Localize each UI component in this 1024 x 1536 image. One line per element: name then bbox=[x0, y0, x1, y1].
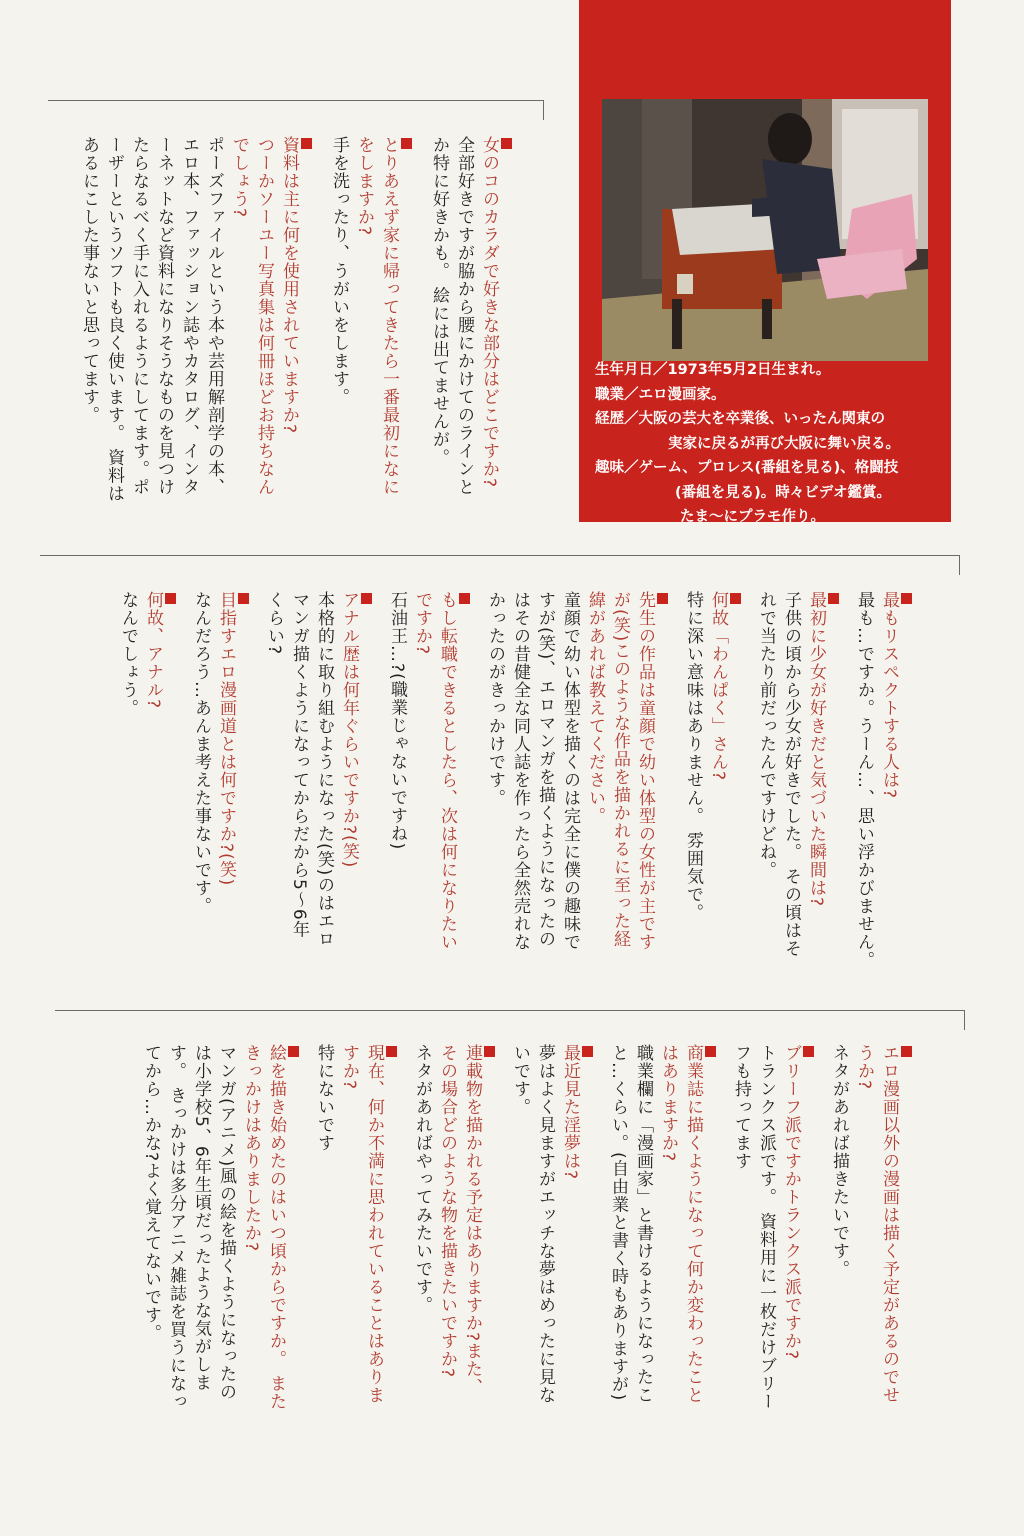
question: 現在、何か不満に思われていることはありま すか? bbox=[336, 1044, 397, 1404]
question-marker-icon bbox=[401, 138, 412, 149]
answer-line: いです。 bbox=[510, 1044, 530, 1116]
question: 女のコのカラダで好きな部分はどこですか? bbox=[476, 136, 512, 488]
answer-line: す。 きっかけは多分アニメ雑誌を買うになっ bbox=[166, 1044, 186, 1411]
answer-line: トランクス派です。 資料用に一枚だけブリー bbox=[756, 1044, 776, 1411]
qa-item bbox=[311, 1044, 397, 1404]
answer-line: ネタがあればやってみたいです。 bbox=[412, 1044, 432, 1314]
qa-item bbox=[753, 591, 839, 957]
question-marker-icon bbox=[828, 593, 839, 604]
answer-line: れで当たり前だったんですけどね。 bbox=[756, 591, 776, 879]
question-marker-icon bbox=[730, 593, 741, 604]
profile-hobby-3: たま～にプラモ作り。 bbox=[680, 509, 825, 525]
answer bbox=[138, 1044, 238, 1410]
answer bbox=[851, 591, 876, 969]
answer-line: ポーズファイルという本や芸用解剖学の本、 bbox=[204, 136, 224, 496]
profile-birth: 生年月日／1973年5月2日生まれ。 bbox=[595, 362, 831, 378]
answer-line: 石油王…?(職業じゃないですね) bbox=[387, 591, 407, 851]
answer-line: 特に深い意味はありません。 雰囲気で。 bbox=[683, 591, 703, 922]
question: ブリーフ派ですかトランクス派ですか? bbox=[778, 1044, 814, 1360]
answer-line: かったのがきっかけです。 bbox=[485, 591, 505, 807]
qa-item bbox=[138, 1044, 299, 1410]
answer-line: エロ本、ファッション誌やカタログ、インタ bbox=[179, 136, 199, 496]
section3-qa bbox=[138, 1044, 912, 1410]
question-marker-icon bbox=[657, 593, 668, 604]
answer-line: 職業欄に「漫画家」と書けるようになったこ bbox=[633, 1044, 653, 1404]
section2-top-rule bbox=[40, 555, 960, 556]
answer-line: ネタがあれば描きたいです。 bbox=[829, 1044, 849, 1278]
answer-line: ーザーというソフトも良く使います。 資料は bbox=[104, 136, 124, 503]
answer bbox=[753, 591, 803, 957]
question: 目指すエロ漫画道とは何ですか?(笑) bbox=[213, 591, 249, 886]
qa-item bbox=[605, 1044, 716, 1404]
profile-hobby-2: (番組を見る)。時々ビデオ鑑賞。 bbox=[675, 484, 891, 501]
question: エロ漫画以外の漫画は描く予定があるのでせ うか? bbox=[851, 1044, 912, 1404]
question-marker-icon bbox=[288, 1046, 299, 1057]
answer bbox=[605, 1044, 655, 1404]
qa-item bbox=[851, 591, 912, 969]
qa-item bbox=[482, 591, 668, 951]
question-marker-icon bbox=[386, 1046, 397, 1057]
answer bbox=[680, 591, 705, 921]
answer-line: すが(笑)、エロマンガを描くようになったの bbox=[535, 591, 555, 949]
answer-line: はその昔健全な同人誌を作ったら全然売れな bbox=[510, 591, 530, 951]
qa-item bbox=[680, 591, 741, 921]
qa-item bbox=[261, 591, 372, 948]
answer-line: と…くらい。(自由業と書く時もありますが) bbox=[608, 1044, 628, 1402]
qa-item bbox=[409, 1044, 495, 1396]
answer-line: は小学校5、6年生頃だったような気がしま bbox=[191, 1044, 211, 1392]
qa-item bbox=[728, 1044, 814, 1410]
answer bbox=[826, 1044, 851, 1278]
answer-line: なんでしょう。 bbox=[118, 591, 138, 717]
section1-corner-tick bbox=[543, 100, 544, 120]
qa-item bbox=[76, 136, 312, 502]
qa-item bbox=[326, 136, 412, 496]
answer-line: フも持ってます bbox=[731, 1044, 751, 1170]
section2-qa bbox=[115, 591, 912, 969]
answer-line: 手を洗ったり、うがいをします。 bbox=[329, 136, 349, 406]
answer bbox=[326, 136, 351, 406]
question: 何故「わんぱく」さん? bbox=[705, 591, 741, 781]
answer-line: 全部好きですが脇から腰にかけてのラインと bbox=[454, 136, 474, 496]
question-marker-icon bbox=[582, 1046, 593, 1057]
question: 商業誌に描くようになって何か変わったこと はありますか? bbox=[655, 1044, 716, 1404]
answer bbox=[188, 591, 213, 915]
answer-line: 最も…ですか。うーん…、思い浮かびません。 bbox=[854, 591, 874, 969]
answer-line: ーネットなど資料になりそうなものを見つけ bbox=[154, 136, 174, 496]
question-marker-icon bbox=[705, 1046, 716, 1057]
answer-line: 夢はよく見ますがエッチな夢はめったに見な bbox=[535, 1044, 555, 1404]
question: 絵を描き始めたのはいつ頃からですか。 また きっかけはありましたか? bbox=[238, 1044, 299, 1410]
question: 先生の作品は童顔で幼い体型の女性が主です が(笑)このような作品を描かれるに至った経 緯があれば教えてください。 bbox=[582, 591, 668, 951]
answer bbox=[261, 591, 336, 948]
answer-line: あるにこした事ないと思ってます。 bbox=[79, 136, 99, 424]
question: 最初に少女が好きだと気づいた瞬間は? bbox=[803, 591, 839, 907]
answer bbox=[76, 136, 226, 502]
profile-career-1: 経歴／大阪の芸大を卒業後、いったん関東の bbox=[595, 411, 885, 427]
qa-item bbox=[426, 136, 512, 496]
answer bbox=[409, 1044, 434, 1314]
answer-line: なんだろう…あんま考えた事ないです。 bbox=[191, 591, 211, 915]
question-marker-icon bbox=[484, 1046, 495, 1057]
answer bbox=[507, 1044, 557, 1404]
profile-box bbox=[579, 0, 951, 525]
question-marker-icon bbox=[901, 593, 912, 604]
qa-item bbox=[826, 1044, 912, 1404]
profile-text bbox=[595, 358, 945, 530]
answer-line: 童顔で幼い体型を描くのは完全に僕の趣味で bbox=[560, 591, 580, 951]
answer bbox=[384, 591, 409, 850]
answer-line: てから…かな?よく覚えてないです。 bbox=[141, 1044, 161, 1343]
artist-photo bbox=[602, 99, 928, 361]
answer bbox=[728, 1044, 778, 1410]
answer bbox=[426, 136, 476, 496]
section1-top-rule bbox=[48, 100, 544, 101]
answer-line: マンガ描くようになってからだから5～6年 bbox=[289, 591, 309, 939]
section2-corner-tick bbox=[959, 555, 960, 575]
profile-job: 職業／エロ漫画家。 bbox=[595, 386, 726, 403]
question: 連載物を描かれる予定はありますか?また、 その場合どのような物を描きたいですか? bbox=[434, 1044, 495, 1396]
question: 最もリスペクトする人は? bbox=[876, 591, 912, 799]
question-marker-icon bbox=[803, 1046, 814, 1057]
question-marker-icon bbox=[459, 593, 470, 604]
question-marker-icon bbox=[301, 138, 312, 149]
answer-line: 特にないです bbox=[314, 1044, 334, 1152]
answer-line: くらい? bbox=[264, 591, 284, 656]
question-marker-icon bbox=[165, 593, 176, 604]
qa-item bbox=[507, 1044, 593, 1404]
qa-item bbox=[115, 591, 176, 717]
qa-item bbox=[188, 591, 249, 915]
answer bbox=[311, 1044, 336, 1152]
section1-qa bbox=[76, 136, 512, 502]
question-marker-icon bbox=[501, 138, 512, 149]
section3-top-rule bbox=[55, 1010, 965, 1011]
answer-line: 本格的に取り組むようになった(笑)のはエロ bbox=[314, 591, 334, 949]
question: 最近見た淫夢は? bbox=[557, 1044, 593, 1180]
question-marker-icon bbox=[361, 593, 372, 604]
profile-career-2: 実家に戻るが再び大阪に舞い戻る。 bbox=[668, 435, 900, 452]
question: もし転職できるとしたら、次は何になりたい ですか? bbox=[409, 591, 470, 951]
question: 資料は主に何を使用されていますか? つーかソーユー写真集は何冊ほどお持ちなん でしょう? bbox=[226, 136, 312, 496]
answer bbox=[115, 591, 140, 717]
answer bbox=[482, 591, 582, 951]
question: とりあえず家に帰ってきたら一番最初になに をしますか? bbox=[351, 136, 412, 496]
question-marker-icon bbox=[901, 1046, 912, 1057]
section3-corner-tick bbox=[964, 1010, 965, 1030]
question: アナル歴は何年ぐらいですか?(笑) bbox=[336, 591, 372, 868]
qa-item bbox=[384, 591, 470, 951]
answer-line: たらなるべく手に入れるようにしてます。ポ bbox=[129, 136, 149, 496]
question: 何故、アナル? bbox=[140, 591, 176, 709]
question-marker-icon bbox=[238, 593, 249, 604]
answer-line: か特に好きかも。 絵には出てませんが。 bbox=[429, 136, 449, 467]
answer-line: マンガ(アニメ)風の絵を描くようになったの bbox=[216, 1044, 236, 1402]
answer-line: 子供の頃から少女が好きでした。 その頃はそ bbox=[781, 591, 801, 958]
profile-hobby-1: 趣味／ゲーム、プロレス(番組を見る)、格闘技 bbox=[595, 460, 899, 476]
